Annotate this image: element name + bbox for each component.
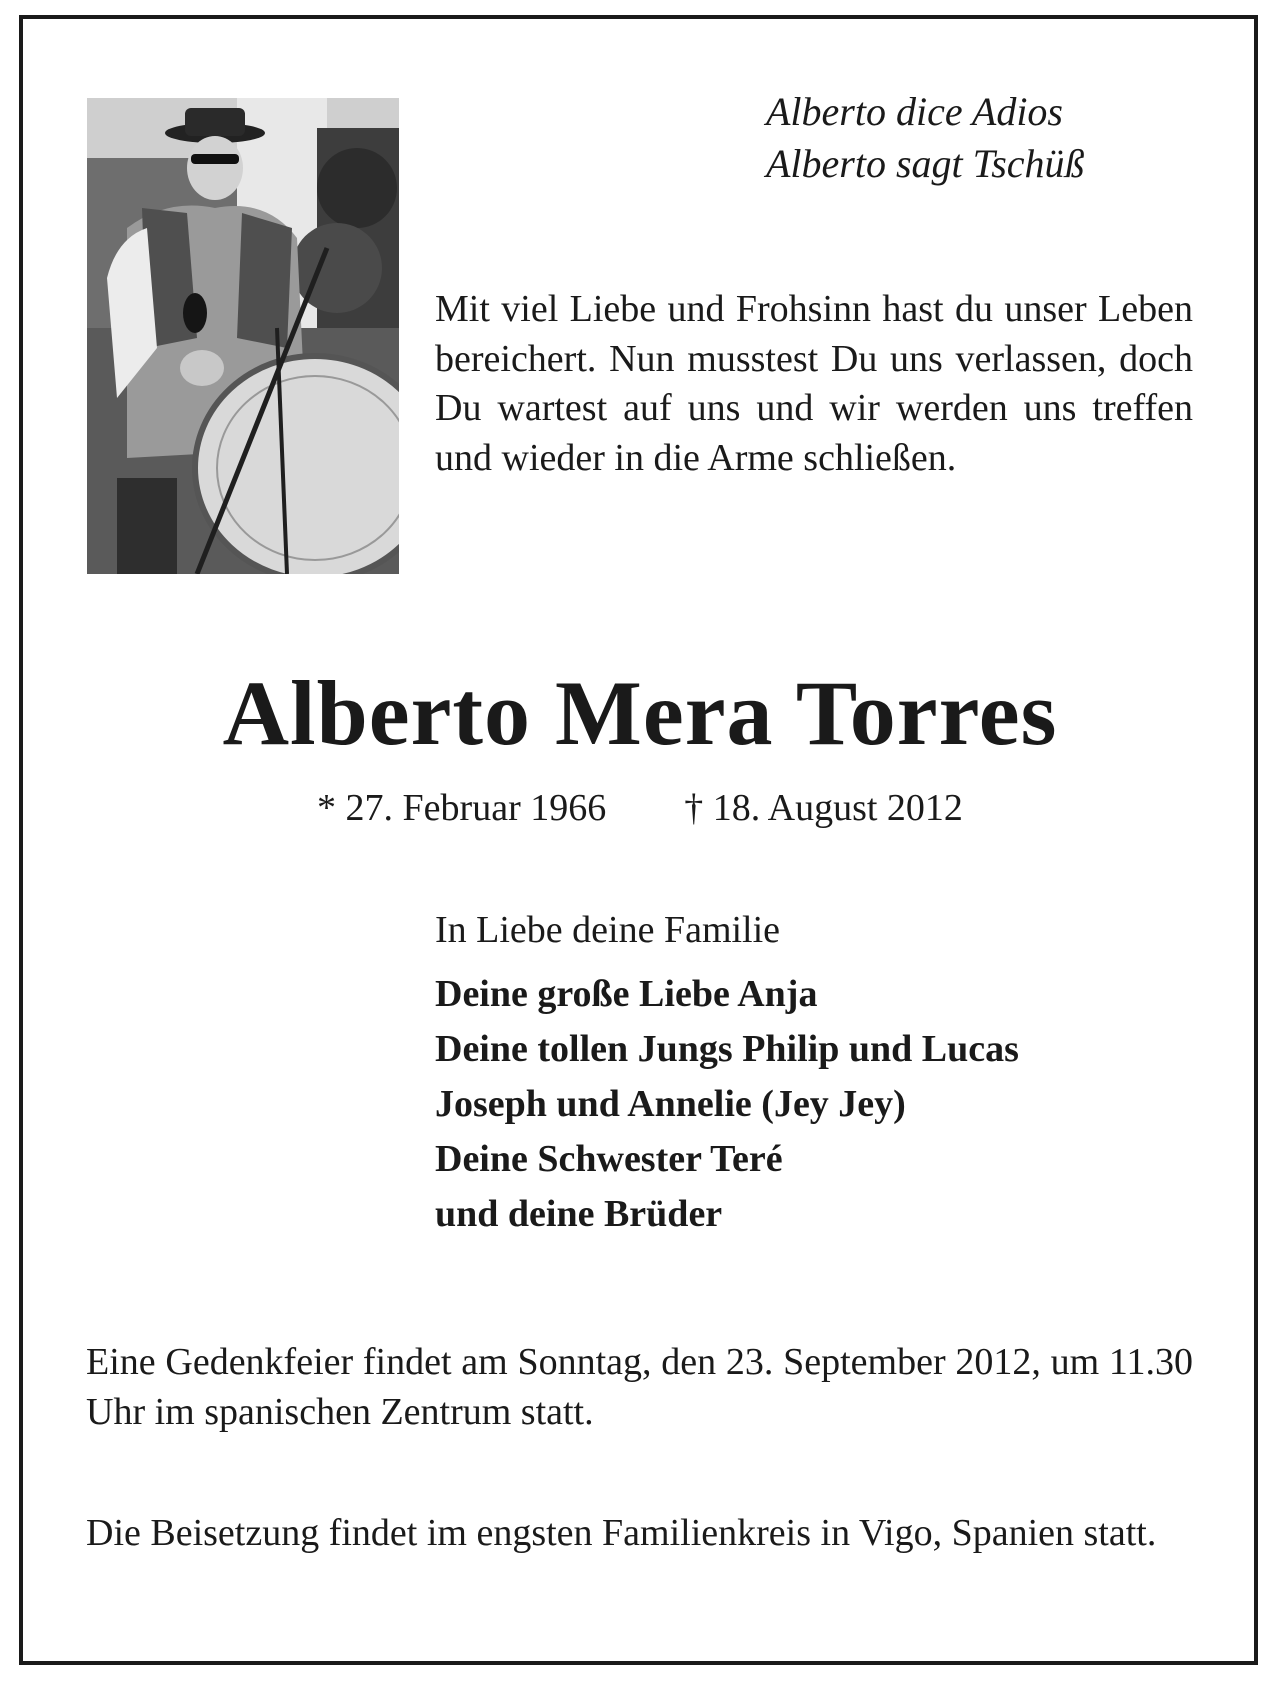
death-date: † 18. August 2012 xyxy=(684,787,963,829)
family-member: Deine Schwester Teré xyxy=(435,1138,783,1180)
burial-notice: Die Beisetzung findet im engsten Familienkreis in Vigo, Spanien statt. xyxy=(86,1512,1157,1554)
family-member: und deine Brüder xyxy=(435,1193,723,1235)
life-dates xyxy=(0,784,1280,832)
portrait-illustration xyxy=(87,98,399,574)
family-intro: In Liebe deine Familie xyxy=(435,909,781,951)
memorial-notice: Eine Gedenkfeier findet am Sonntag, den 23. September 2012, um 11.30 Uhr im spanischen Zentrum statt. xyxy=(86,1341,1193,1433)
family-member: Deine große Liebe Anja xyxy=(435,973,818,1015)
motto-line-spanish: Alberto dice Adios xyxy=(766,89,1063,134)
poem-text: Mit viel Liebe und Frohsinn hast du unser Leben bereichert. Nun musstest Du uns verlassen, doch Du wartest auf uns und wir werden uns treffen und wieder in die Arme schließen. xyxy=(435,288,1193,479)
deceased-name: Alberto Mera Torres xyxy=(222,662,1058,764)
portrait-photo xyxy=(87,98,399,574)
motto-line-german: Alberto sagt Tschüß xyxy=(766,141,1085,186)
family-member: Joseph und Annelie (Jey Jey) xyxy=(435,1083,906,1125)
family-list xyxy=(435,905,1215,1242)
family-member: Deine tollen Jungs Philip und Lucas xyxy=(435,1028,1019,1070)
birth-date: * 27. Februar 1966 xyxy=(317,787,607,829)
motto xyxy=(700,86,1194,190)
